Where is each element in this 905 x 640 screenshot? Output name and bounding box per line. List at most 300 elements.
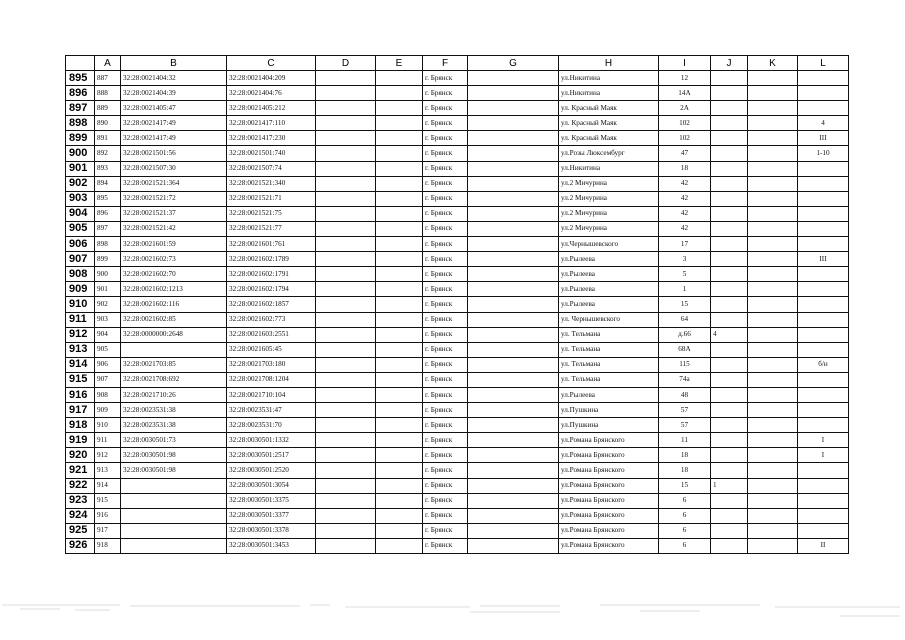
cell-a[interactable]: 910 [95, 418, 121, 433]
cell-c[interactable]: 32:28:0021703:180 [227, 357, 316, 372]
cell-k[interactable] [748, 131, 798, 146]
cell-l[interactable] [798, 221, 849, 236]
cell-c[interactable]: 32:28:0030501:3378 [227, 523, 316, 538]
cell-i[interactable]: 18 [659, 161, 711, 176]
cell-c[interactable]: 32:28:0030501:3377 [227, 508, 316, 523]
cell-k[interactable] [748, 433, 798, 448]
cell-i[interactable]: 2А [659, 101, 711, 116]
cell-e[interactable] [376, 463, 423, 478]
cell-c[interactable]: 32:28:0021521:77 [227, 221, 316, 236]
cell-i[interactable]: 11 [659, 433, 711, 448]
cell-a[interactable]: 891 [95, 131, 121, 146]
cell-c[interactable]: 32:28:0021601:761 [227, 237, 316, 252]
cell-g[interactable] [468, 463, 559, 478]
cell-b[interactable]: 32:28:0023531:38 [121, 403, 227, 418]
cell-b[interactable]: 32:28:0030501:98 [121, 448, 227, 463]
cell-f[interactable]: г. Брянск [423, 297, 468, 312]
cell-h[interactable]: ул.Романа Брянского [559, 523, 659, 538]
cell-f[interactable]: г. Брянск [423, 463, 468, 478]
cell-j[interactable] [711, 357, 748, 372]
cell-j[interactable] [711, 463, 748, 478]
cell-b[interactable]: 32:28:0021602:85 [121, 312, 227, 327]
cell-e[interactable] [376, 146, 423, 161]
cell-g[interactable] [468, 478, 559, 493]
cell-e[interactable] [376, 478, 423, 493]
cell-e[interactable] [376, 161, 423, 176]
cell-j[interactable] [711, 237, 748, 252]
cell-k[interactable] [748, 463, 798, 478]
cell-d[interactable] [316, 297, 376, 312]
cell-f[interactable]: г. Брянск [423, 86, 468, 101]
cell-f[interactable]: г. Брянск [423, 478, 468, 493]
cell-j[interactable] [711, 418, 748, 433]
cell-l[interactable] [798, 478, 849, 493]
cell-l[interactable] [798, 508, 849, 523]
cell-j[interactable] [711, 403, 748, 418]
cell-i[interactable]: 12 [659, 71, 711, 86]
row-number[interactable]: 924 [66, 508, 95, 523]
row-number[interactable]: 896 [66, 86, 95, 101]
cell-k[interactable] [748, 523, 798, 538]
cell-k[interactable] [748, 101, 798, 116]
cell-a[interactable]: 892 [95, 146, 121, 161]
cell-j[interactable] [711, 116, 748, 131]
cell-a[interactable]: 916 [95, 508, 121, 523]
cell-g[interactable] [468, 206, 559, 221]
cell-a[interactable]: 915 [95, 493, 121, 508]
cell-h[interactable]: ул.Никитина [559, 71, 659, 86]
cell-f[interactable]: г. Брянск [423, 403, 468, 418]
cell-a[interactable]: 896 [95, 206, 121, 221]
cell-h[interactable]: ул.Розы Люксембург [559, 146, 659, 161]
cell-a[interactable]: 912 [95, 448, 121, 463]
cell-c[interactable]: 32:28:0021521:75 [227, 206, 316, 221]
cell-i[interactable]: 18 [659, 463, 711, 478]
cell-h[interactable]: ул. Красный Маяк [559, 101, 659, 116]
cell-d[interactable] [316, 71, 376, 86]
cell-l[interactable] [798, 327, 849, 342]
cell-a[interactable]: 888 [95, 86, 121, 101]
cell-a[interactable]: 918 [95, 538, 121, 553]
cell-k[interactable] [748, 342, 798, 357]
cell-j[interactable] [711, 342, 748, 357]
cell-g[interactable] [468, 131, 559, 146]
cell-d[interactable] [316, 206, 376, 221]
row-number[interactable]: 926 [66, 538, 95, 553]
row-number[interactable]: 900 [66, 146, 95, 161]
cell-g[interactable] [468, 523, 559, 538]
cell-g[interactable] [468, 146, 559, 161]
cell-l[interactable] [798, 372, 849, 387]
column-header-e[interactable]: E [376, 56, 423, 71]
cell-d[interactable] [316, 418, 376, 433]
cell-e[interactable] [376, 101, 423, 116]
cell-j[interactable] [711, 206, 748, 221]
cell-i[interactable]: 42 [659, 176, 711, 191]
cell-f[interactable]: г. Брянск [423, 538, 468, 553]
cell-f[interactable]: г. Брянск [423, 131, 468, 146]
cell-d[interactable] [316, 387, 376, 402]
cell-j[interactable] [711, 448, 748, 463]
column-header-f[interactable]: F [423, 56, 468, 71]
cell-a[interactable]: 894 [95, 176, 121, 191]
cell-a[interactable]: 902 [95, 297, 121, 312]
cell-c[interactable]: 32:28:0023531:70 [227, 418, 316, 433]
row-number[interactable]: 910 [66, 297, 95, 312]
cell-k[interactable] [748, 71, 798, 86]
cell-c[interactable]: 32:28:0021602:1794 [227, 282, 316, 297]
cell-b[interactable]: 32:28:0021708:692 [121, 372, 227, 387]
cell-a[interactable]: 903 [95, 312, 121, 327]
cell-i[interactable]: 42 [659, 206, 711, 221]
cell-f[interactable]: г. Брянск [423, 493, 468, 508]
cell-j[interactable] [711, 282, 748, 297]
cell-d[interactable] [316, 237, 376, 252]
cell-a[interactable]: 909 [95, 403, 121, 418]
cell-g[interactable] [468, 86, 559, 101]
cell-d[interactable] [316, 448, 376, 463]
cell-d[interactable] [316, 538, 376, 553]
cell-c[interactable]: 32:28:0021404:76 [227, 86, 316, 101]
cell-e[interactable] [376, 493, 423, 508]
cell-e[interactable] [376, 191, 423, 206]
cell-i[interactable]: 42 [659, 191, 711, 206]
cell-i[interactable]: 64 [659, 312, 711, 327]
cell-h[interactable]: ул.Рылеева [559, 267, 659, 282]
cell-b[interactable]: 32:28:0000000:2648 [121, 327, 227, 342]
cell-f[interactable]: г. Брянск [423, 387, 468, 402]
cell-l[interactable] [798, 312, 849, 327]
cell-f[interactable]: г. Брянск [423, 221, 468, 236]
cell-b[interactable]: 32:28:0021405:47 [121, 101, 227, 116]
cell-a[interactable]: 906 [95, 357, 121, 372]
column-header-k[interactable]: K [748, 56, 798, 71]
cell-c[interactable]: 32:28:0021605:45 [227, 342, 316, 357]
cell-j[interactable] [711, 221, 748, 236]
cell-d[interactable] [316, 433, 376, 448]
cell-k[interactable] [748, 206, 798, 221]
cell-f[interactable]: г. Брянск [423, 418, 468, 433]
cell-d[interactable] [316, 478, 376, 493]
cell-e[interactable] [376, 86, 423, 101]
column-header-i[interactable]: I [659, 56, 711, 71]
cell-a[interactable]: 887 [95, 71, 121, 86]
cell-i[interactable]: 15 [659, 478, 711, 493]
cell-c[interactable]: 32:28:0021603:2551 [227, 327, 316, 342]
cell-e[interactable] [376, 448, 423, 463]
cell-c[interactable]: 32:28:0021404:209 [227, 71, 316, 86]
cell-k[interactable] [748, 327, 798, 342]
cell-f[interactable]: г. Брянск [423, 176, 468, 191]
cell-g[interactable] [468, 433, 559, 448]
cell-h[interactable]: ул. Тельмана [559, 372, 659, 387]
cell-h[interactable]: ул.2 Мичурина [559, 221, 659, 236]
cell-g[interactable] [468, 372, 559, 387]
cell-l[interactable] [798, 267, 849, 282]
cell-l[interactable] [798, 237, 849, 252]
cell-l[interactable] [798, 176, 849, 191]
cell-i[interactable]: 42 [659, 221, 711, 236]
row-number[interactable]: 916 [66, 387, 95, 402]
cell-a[interactable]: 898 [95, 237, 121, 252]
cell-f[interactable]: г. Брянск [423, 357, 468, 372]
cell-e[interactable] [376, 403, 423, 418]
cell-a[interactable]: 897 [95, 221, 121, 236]
cell-j[interactable] [711, 523, 748, 538]
cell-j[interactable] [711, 372, 748, 387]
cell-b[interactable] [121, 523, 227, 538]
cell-i[interactable]: 14А [659, 86, 711, 101]
cell-h[interactable]: ул. Тельмана [559, 357, 659, 372]
cell-a[interactable]: 900 [95, 267, 121, 282]
column-header-d[interactable]: D [316, 56, 376, 71]
cell-b[interactable]: 32:28:0021602:1213 [121, 282, 227, 297]
cell-f[interactable]: г. Брянск [423, 372, 468, 387]
cell-j[interactable] [711, 191, 748, 206]
cell-a[interactable]: 908 [95, 387, 121, 402]
cell-i[interactable]: 15 [659, 297, 711, 312]
cell-e[interactable] [376, 206, 423, 221]
cell-d[interactable] [316, 101, 376, 116]
column-header-j[interactable]: J [711, 56, 748, 71]
cell-c[interactable]: 32:28:0021602:1791 [227, 267, 316, 282]
row-number[interactable]: 906 [66, 237, 95, 252]
cell-d[interactable] [316, 161, 376, 176]
cell-j[interactable] [711, 101, 748, 116]
cell-h[interactable]: ул. Тельмана [559, 342, 659, 357]
cell-e[interactable] [376, 538, 423, 553]
cell-e[interactable] [376, 523, 423, 538]
cell-i[interactable]: 6 [659, 493, 711, 508]
cell-k[interactable] [748, 403, 798, 418]
cell-c[interactable]: 32:28:0021602:1789 [227, 252, 316, 267]
cell-k[interactable] [748, 448, 798, 463]
cell-c[interactable]: 32:28:0021708:1204 [227, 372, 316, 387]
cell-i[interactable]: 115 [659, 357, 711, 372]
cell-g[interactable] [468, 312, 559, 327]
cell-b[interactable]: 32:28:0021601:59 [121, 237, 227, 252]
cell-g[interactable] [468, 101, 559, 116]
cell-i[interactable]: 18 [659, 448, 711, 463]
cell-a[interactable]: 905 [95, 342, 121, 357]
cell-l[interactable]: II [798, 538, 849, 553]
cell-l[interactable] [798, 161, 849, 176]
row-number[interactable]: 903 [66, 191, 95, 206]
cell-g[interactable] [468, 508, 559, 523]
cell-l[interactable] [798, 282, 849, 297]
cell-g[interactable] [468, 538, 559, 553]
cell-f[interactable]: г. Брянск [423, 342, 468, 357]
cell-i[interactable]: 47 [659, 146, 711, 161]
row-number[interactable]: 920 [66, 448, 95, 463]
cell-g[interactable] [468, 267, 559, 282]
row-number[interactable]: 914 [66, 357, 95, 372]
cell-h[interactable]: ул.Рылеева [559, 282, 659, 297]
cell-j[interactable] [711, 538, 748, 553]
cell-h[interactable]: ул. Тельмана [559, 327, 659, 342]
cell-k[interactable] [748, 387, 798, 402]
cell-k[interactable] [748, 493, 798, 508]
cell-f[interactable]: г. Брянск [423, 282, 468, 297]
cell-l[interactable]: I [798, 448, 849, 463]
cell-k[interactable] [748, 191, 798, 206]
cell-a[interactable]: 889 [95, 101, 121, 116]
cell-e[interactable] [376, 131, 423, 146]
cell-k[interactable] [748, 221, 798, 236]
cell-f[interactable]: г. Брянск [423, 508, 468, 523]
cell-i[interactable]: 57 [659, 403, 711, 418]
cell-b[interactable]: 32:28:0021501:56 [121, 146, 227, 161]
cell-g[interactable] [468, 297, 559, 312]
cell-k[interactable] [748, 478, 798, 493]
cell-i[interactable]: 102 [659, 116, 711, 131]
cell-c[interactable]: 32:28:0021521:340 [227, 176, 316, 191]
row-number[interactable]: 918 [66, 418, 95, 433]
cell-h[interactable]: ул.Романа Брянского [559, 433, 659, 448]
cell-e[interactable] [376, 116, 423, 131]
cell-h[interactable]: ул.Рылеева [559, 387, 659, 402]
cell-h[interactable]: ул.Пушкина [559, 418, 659, 433]
cell-h[interactable]: ул.Рылеева [559, 252, 659, 267]
row-number[interactable]: 921 [66, 463, 95, 478]
cell-h[interactable]: ул.Романа Брянского [559, 538, 659, 553]
cell-l[interactable]: I [798, 433, 849, 448]
cell-g[interactable] [468, 327, 559, 342]
cell-l[interactable] [798, 297, 849, 312]
cell-a[interactable]: 901 [95, 282, 121, 297]
cell-g[interactable] [468, 221, 559, 236]
cell-e[interactable] [376, 176, 423, 191]
cell-b[interactable] [121, 493, 227, 508]
cell-k[interactable] [748, 418, 798, 433]
cell-i[interactable]: 6 [659, 508, 711, 523]
cell-d[interactable] [316, 357, 376, 372]
cell-c[interactable]: 32:28:0021507:74 [227, 161, 316, 176]
cell-h[interactable]: ул.Романа Брянского [559, 493, 659, 508]
column-header-b[interactable]: B [121, 56, 227, 71]
cell-l[interactable] [798, 101, 849, 116]
cell-e[interactable] [376, 327, 423, 342]
cell-j[interactable] [711, 493, 748, 508]
cell-h[interactable]: ул.Никитина [559, 86, 659, 101]
row-number[interactable]: 898 [66, 116, 95, 131]
cell-b[interactable]: 32:28:0023531:38 [121, 418, 227, 433]
cell-i[interactable]: 5 [659, 267, 711, 282]
cell-k[interactable] [748, 146, 798, 161]
cell-b[interactable] [121, 478, 227, 493]
cell-f[interactable]: г. Брянск [423, 191, 468, 206]
row-number[interactable]: 912 [66, 327, 95, 342]
cell-h[interactable]: ул. Красный Маяк [559, 131, 659, 146]
cell-b[interactable]: 32:28:0021710:26 [121, 387, 227, 402]
cell-d[interactable] [316, 372, 376, 387]
cell-l[interactable]: III [798, 252, 849, 267]
cell-i[interactable]: 48 [659, 387, 711, 402]
cell-l[interactable] [798, 463, 849, 478]
cell-h[interactable]: ул.2 Мичурина [559, 176, 659, 191]
cell-a[interactable]: 917 [95, 523, 121, 538]
cell-c[interactable]: 32:28:0030501:3375 [227, 493, 316, 508]
row-number[interactable]: 895 [66, 71, 95, 86]
cell-g[interactable] [468, 191, 559, 206]
cell-l[interactable] [798, 191, 849, 206]
row-number[interactable]: 919 [66, 433, 95, 448]
cell-k[interactable] [748, 312, 798, 327]
cell-b[interactable] [121, 538, 227, 553]
cell-g[interactable] [468, 252, 559, 267]
cell-c[interactable]: 32:28:0030501:3453 [227, 538, 316, 553]
cell-b[interactable]: 32:28:0030501:98 [121, 463, 227, 478]
cell-j[interactable]: 1 [711, 478, 748, 493]
cell-d[interactable] [316, 252, 376, 267]
cell-b[interactable] [121, 342, 227, 357]
cell-l[interactable] [798, 387, 849, 402]
cell-h[interactable]: ул.2 Мичурина [559, 191, 659, 206]
cell-l[interactable] [798, 206, 849, 221]
cell-f[interactable]: г. Брянск [423, 433, 468, 448]
row-number[interactable]: 909 [66, 282, 95, 297]
cell-k[interactable] [748, 357, 798, 372]
cell-b[interactable] [121, 508, 227, 523]
cell-g[interactable] [468, 418, 559, 433]
row-number[interactable]: 915 [66, 372, 95, 387]
cell-d[interactable] [316, 221, 376, 236]
cell-i[interactable]: 68А [659, 342, 711, 357]
cell-j[interactable] [711, 433, 748, 448]
cell-d[interactable] [316, 403, 376, 418]
cell-k[interactable] [748, 538, 798, 553]
cell-k[interactable] [748, 372, 798, 387]
cell-i[interactable]: 57 [659, 418, 711, 433]
cell-c[interactable]: 32:28:0030501:2517 [227, 448, 316, 463]
cell-g[interactable] [468, 448, 559, 463]
cell-h[interactable]: ул.2 Мичурина [559, 206, 659, 221]
row-number[interactable]: 902 [66, 176, 95, 191]
cell-j[interactable] [711, 86, 748, 101]
cell-e[interactable] [376, 71, 423, 86]
cell-f[interactable]: г. Брянск [423, 523, 468, 538]
cell-i[interactable]: 102 [659, 131, 711, 146]
cell-g[interactable] [468, 357, 559, 372]
cell-b[interactable]: 32:28:0021602:70 [121, 267, 227, 282]
cell-g[interactable] [468, 493, 559, 508]
cell-c[interactable]: 32:28:0021417:230 [227, 131, 316, 146]
cell-e[interactable] [376, 237, 423, 252]
cell-a[interactable]: 913 [95, 463, 121, 478]
column-header-h[interactable]: H [559, 56, 659, 71]
cell-a[interactable]: 911 [95, 433, 121, 448]
cell-c[interactable]: 32:28:0030501:2520 [227, 463, 316, 478]
cell-i[interactable]: д.66 [659, 327, 711, 342]
cell-c[interactable]: 32:28:0021710:104 [227, 387, 316, 402]
cell-j[interactable] [711, 176, 748, 191]
cell-f[interactable]: г. Брянск [423, 327, 468, 342]
cell-l[interactable]: III [798, 131, 849, 146]
cell-b[interactable]: 32:28:0021417:49 [121, 116, 227, 131]
cell-e[interactable] [376, 282, 423, 297]
cell-g[interactable] [468, 71, 559, 86]
cell-k[interactable] [748, 252, 798, 267]
cell-d[interactable] [316, 342, 376, 357]
cell-c[interactable]: 32:28:0021521:71 [227, 191, 316, 206]
cell-k[interactable] [748, 267, 798, 282]
cell-l[interactable] [798, 403, 849, 418]
cell-c[interactable]: 32:28:0021417:110 [227, 116, 316, 131]
cell-c[interactable]: 32:28:0021602:773 [227, 312, 316, 327]
cell-d[interactable] [316, 523, 376, 538]
cell-a[interactable]: 899 [95, 252, 121, 267]
cell-j[interactable]: 4 [711, 327, 748, 342]
